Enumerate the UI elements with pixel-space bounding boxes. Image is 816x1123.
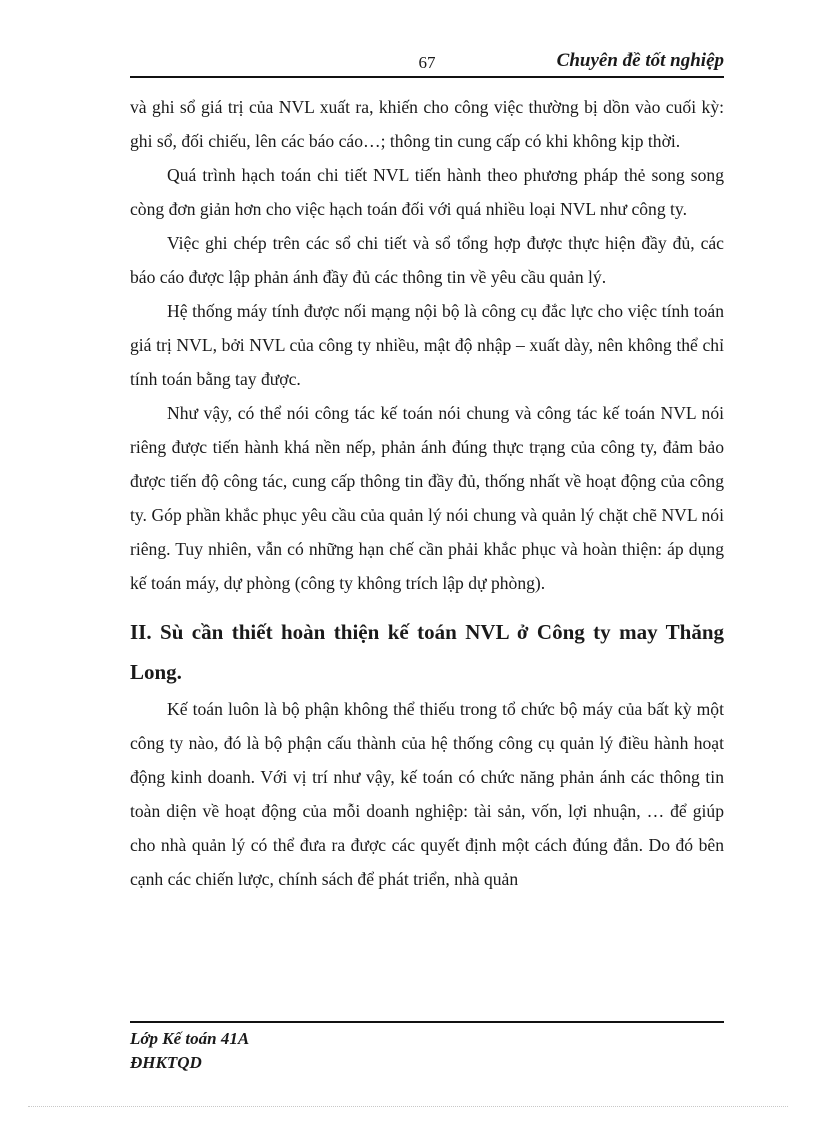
page-edge-divider bbox=[28, 1106, 788, 1107]
footer-rule bbox=[130, 1021, 724, 1023]
page-footer bbox=[130, 1027, 249, 1075]
footer-university-label: ĐHKTQD bbox=[130, 1053, 202, 1072]
paragraph: Việc ghi chép trên các sổ chi tiết và sổ tổng hợp được thực hiện đầy đủ, các báo cáo được lập phản ánh đầy đủ các thông tin về yêu cầu quản lý. bbox=[130, 233, 724, 287]
page-header bbox=[130, 50, 724, 76]
section-paragraph: Kế toán luôn là bộ phận không thể thiếu trong tổ chức bộ máy của bất kỳ một công ty nào, đó là bộ phận cấu thành của hệ thống công cụ quản lý điều hành hoạt động kinh doanh. Với vị trí như vậy, kế toán có chức năng phản ánh các thông tin toàn diện về hoạt động của mỗi doanh nghiệp: tài sản, vốn, lợi nhuận, … để giúp cho nhà quản lý có thể đưa ra được các quyết định một cách đúng đắn. Do đó bên cạnh các chiến lược, chính sách để phát triển, nhà quản bbox=[130, 699, 724, 889]
paragraph: Hệ thống máy tính được nối mạng nội bộ là công cụ đắc lực cho việc tính toán giá trị NVL, bởi NVL của công ty nhiều, mật độ nhập – xuất dày, nên không thể chỉ tính toán bằng tay được. bbox=[130, 301, 724, 389]
page-number: 67 bbox=[418, 53, 436, 72]
footer-class-label: Lớp Kế toán 41A bbox=[130, 1029, 250, 1048]
header-rule bbox=[130, 76, 724, 78]
paragraph: Quá trình hạch toán chi tiết NVL tiến hành theo phương pháp thẻ song song còng đơn giản hơn cho việc hạch toán đối với quá nhiều loại NVL như công ty. bbox=[130, 165, 724, 219]
paragraph: Như vậy, có thể nói công tác kế toán nói chung và công tác kế toán NVL nói riêng được tiến hành khá nền nếp, phản ánh đúng thực trạng của công ty, đảm bảo được tiến độ công tác, cung cấp thông tin đầy đủ, thống nhất về hoạt động của công ty. Góp phần khắc phục yêu cầu của quản lý nói chung và quản lý chặt chẽ NVL nói riêng. Tuy nhiên, vẫn có những hạn chế cần phải khắc phục và hoàn thiện: áp dụng kế toán máy, dự phòng (công ty không trích lập dự phòng). bbox=[130, 403, 724, 593]
running-title: Chuyên đề tốt nghiệp bbox=[556, 50, 724, 71]
section-heading: II. Sù cần thiết hoàn thiện kế toán NVL ở Công ty may Thăng Long. bbox=[130, 620, 724, 684]
page-body bbox=[130, 90, 724, 896]
paragraph-continued: và ghi sổ giá trị của NVL xuất ra, khiến cho công việc thường bị dồn vào cuối kỳ: ghi sổ, đối chiếu, lên các báo cáo…; thông tin cung cấp có khi không kịp thời. bbox=[130, 97, 724, 151]
